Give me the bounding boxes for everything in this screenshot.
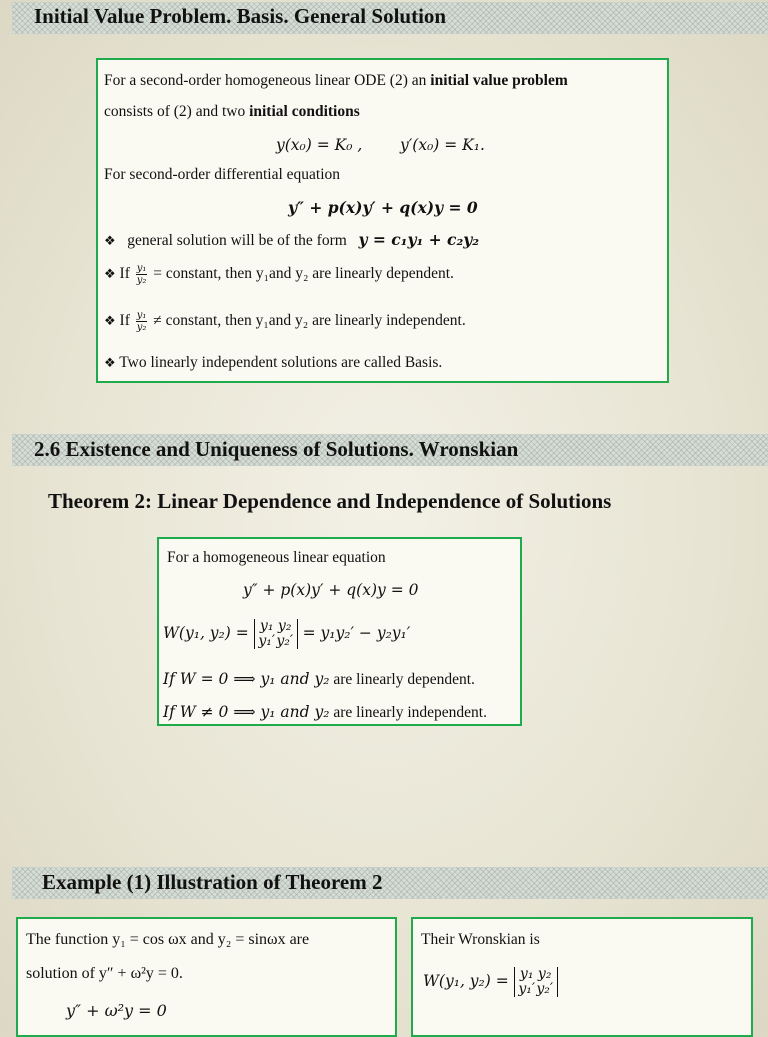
fraction-numerator: y₁ <box>136 310 147 321</box>
determinant <box>254 619 298 649</box>
bullet-general-solution <box>104 230 479 250</box>
determinant <box>514 967 558 997</box>
wronskian-rhs: = y₁y₂′ − y₂y₁′ <box>302 624 411 642</box>
det-a: y₁ <box>259 618 274 634</box>
bullet-dependent <box>104 263 454 286</box>
bullet-2-if: If <box>119 265 130 283</box>
ivp-line-2 <box>104 103 360 121</box>
ivp-box <box>96 58 669 383</box>
wronskian-definition <box>163 619 410 649</box>
diamond-bullet-icon: ❖ <box>104 267 116 283</box>
det-c: y₁′ <box>518 981 536 997</box>
section-title-1: Initial Value Problem. Basis. General Solution <box>34 4 447 28</box>
section-title-2: 2.6 Existence and Uniqueness of Solutions. Wronskian <box>34 437 519 461</box>
example-left-box <box>16 917 397 1037</box>
if2-text: are linearly independent. <box>333 704 487 721</box>
initial-condition-1: y(x₀) = K₀ , <box>276 136 363 154</box>
wronskian-dependent <box>163 670 475 689</box>
bullet-independent <box>104 310 466 333</box>
det-d: y₂′ <box>276 633 294 649</box>
example-line-3: y″ + ω²y = 0 <box>66 1001 167 1020</box>
general-solution-eq: y = c₁y₁ + c₂y₂ <box>358 230 480 249</box>
ratio-fraction <box>136 310 148 333</box>
ode-intro: For second-order differential equation <box>104 166 341 183</box>
ivp-line-2-text: consists of (2) and two <box>104 103 250 120</box>
if1-math: If W = 0 ⟹ y₁ and y₂ <box>163 670 330 688</box>
bullet-2-text: = constant, then y₁and y₂ are linearly dependent. <box>153 265 454 283</box>
example-wronskian <box>423 967 558 997</box>
example-wronskian-lhs: W(y₁, y₂) = <box>423 972 509 990</box>
example-line-2: solution of y″ + ω²y = 0. <box>26 965 183 982</box>
bullet-4-text: Two linearly independent solutions are called Basis. <box>119 354 443 371</box>
example-right-box <box>411 917 753 1037</box>
wronskian-is: Their Wronskian is <box>421 931 540 948</box>
bullet-3-text: ≠ constant, then y₁and y₂ are linearly independent. <box>153 312 466 330</box>
theorem-title: Theorem 2: Linear Dependence and Independence of Solutions <box>48 489 612 513</box>
fraction-denominator: y₂ <box>136 322 147 333</box>
initial-conditions-term: initial conditions <box>249 103 360 120</box>
wronskian-lhs: W(y₁, y₂) = <box>163 624 249 642</box>
initial-condition-2: y′(x₀) = K₁. <box>400 136 485 154</box>
ratio-fraction <box>136 263 148 286</box>
ivp-line-1 <box>104 72 568 90</box>
diamond-bullet-icon: ❖ <box>104 234 116 249</box>
ivp-line-1-text: For a second-order homogeneous linear ODE (2) an <box>104 72 431 89</box>
det-d: y₂′ <box>536 981 554 997</box>
ivp-term: initial value problem <box>430 72 568 89</box>
det-a: y₁ <box>519 966 534 982</box>
det-b: y₂ <box>537 966 552 982</box>
bullet-basis <box>104 354 442 372</box>
if1-text: are linearly dependent. <box>333 671 475 688</box>
fraction-numerator: y₁ <box>136 263 147 274</box>
wronskian-independent <box>163 703 487 722</box>
diamond-bullet-icon: ❖ <box>104 314 116 330</box>
diamond-bullet-icon: ❖ <box>104 356 116 371</box>
wronskian-ode: y″ + p(x)y′ + q(x)y = 0 <box>243 581 419 599</box>
if2-math: If W ≠ 0 ⟹ y₁ and y₂ <box>163 703 330 721</box>
det-b: y₂ <box>277 618 292 634</box>
bullet-3-if: If <box>119 312 130 330</box>
wronskian-intro: For a homogeneous linear equation <box>167 549 386 566</box>
fraction-denominator: y₂ <box>136 275 147 286</box>
bullet-1-text: general solution will be of the form <box>127 232 347 249</box>
det-c: y₁′ <box>258 633 276 649</box>
ode-equation: y″ + p(x)y′ + q(x)y = 0 <box>288 198 478 217</box>
example-line-1: The function y₁ = cos ωx and y₂ = sinωx are <box>26 931 310 948</box>
wronskian-box <box>157 537 522 726</box>
section-title-3: Example (1) Illustration of Theorem 2 <box>42 870 383 894</box>
